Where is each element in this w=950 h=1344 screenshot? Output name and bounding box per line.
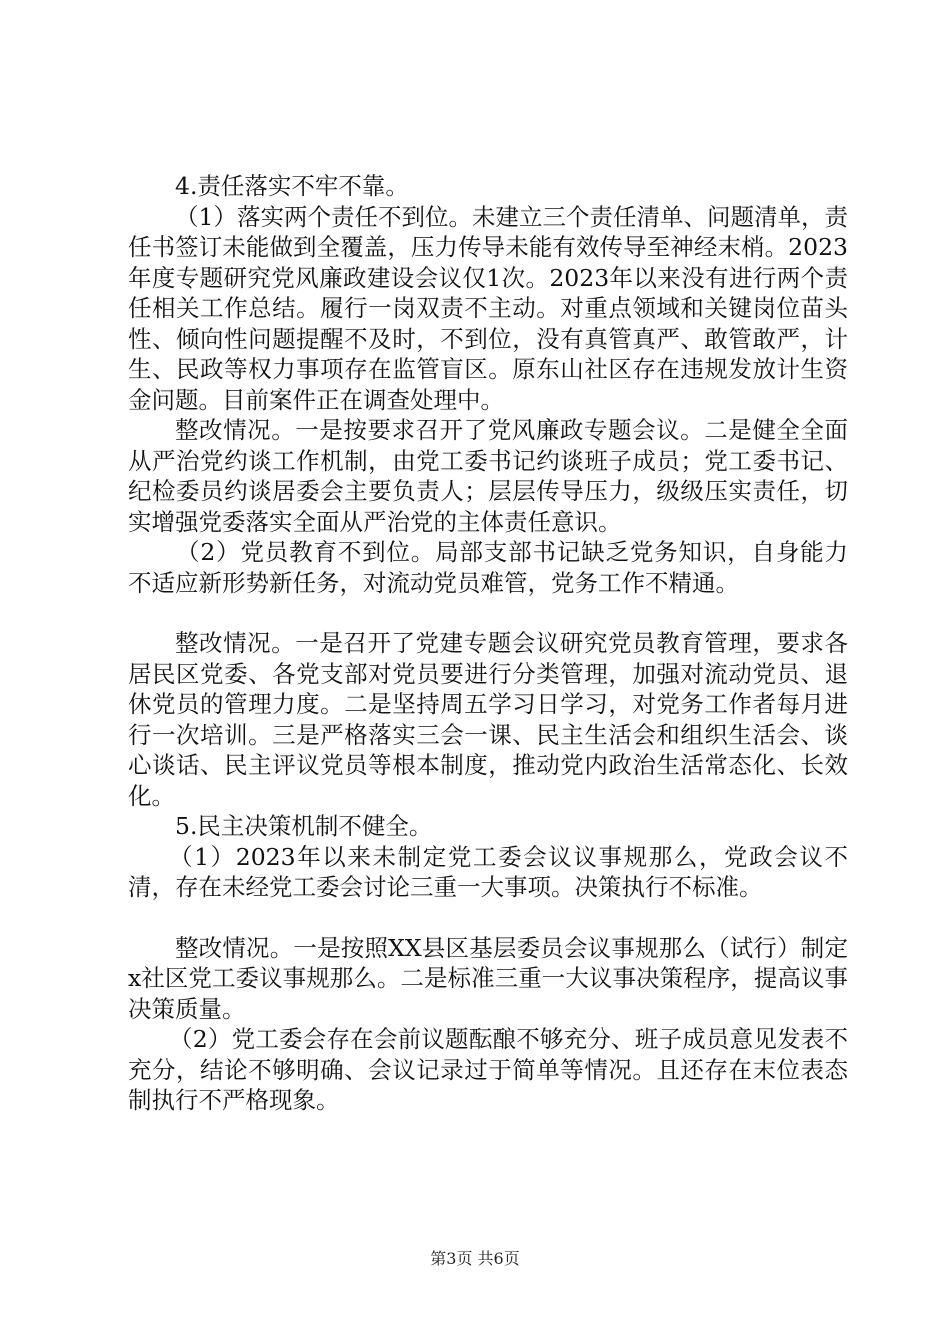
document-body	[128, 171, 848, 1116]
page-number-footer: 第3页 共6页	[430, 1249, 520, 1268]
blank-line	[128, 903, 848, 933]
blank-line	[128, 598, 848, 628]
paragraph-rectification-3: 整改情况。一是按照XX县区基层委员会议事规那么（试行）制定x社区党工委议事规那么。二是标准三重一大议事决策程序，提高议事决策质量。	[128, 933, 848, 1023]
paragraph-item-5-2: （2）党工委会存在会前议题酝酿不够充分、班子成员意见发表不充分，结论不够明确、会议记录过于简单等情况。且还存在末位表态制执行不严格现象。	[128, 1025, 848, 1114]
paragraph-rectification-2: 整改情况。一是召开了党建专题会议研究党员教育管理，要求各居民区党委、各党支部对党员要进行分类管理，加强对流动党员、退休党员的管理力度。二是坚持周五学习日学习，对党务工作者每月进行一次培训。三是严格落实三会一课、民主生活会和组织生活会、谈心谈话、民主评议党员等根本制度，推动党内政治生活常态化、长效化。	[128, 629, 848, 810]
section-heading-4: 4.责任落实不牢不靠。	[175, 172, 409, 200]
section-heading-5: 5.民主决策机制不健全。	[175, 812, 433, 840]
paragraph-item-5-1: （1）2023年以来未制定党工委会议议事规那么，党政会议不清，存在未经党工委会讨论三重一大事项。决策执行不标准。	[128, 842, 848, 901]
paragraph-item-1: （1）落实两个责任不到位。未建立三个责任清单、问题清单，责任书签订未能做到全覆盖，压力传导未能有效传导至神经末梢。2023年度专题研究党风廉政建设会议仅1次。2023年以来没有进行两个责任相关工作总结。履行一岗双责不主动。对重点领域和关键岗位苗头性、倾向性问题提醒不及时，不到位，没有真管真严、敢管敢严，计生、民政等权力事项存在监管盲区。原东山社区存在违规发放计生资金问题。目前案件正在调查处理中。	[128, 202, 848, 414]
paragraph-rectification-1: 整改情况。一是按要求召开了党风廉政专题会议。二是健全全面从严治党约谈工作机制，由党工委书记约谈班子成员；党工委书记、纪检委员约谈居委会主要负责人；层层传导压力，级级压实责任，切实增强党委落实全面从严治党的主体责任意识。	[128, 416, 848, 536]
paragraph-item-2: （2）党员教育不到位。局部支部书记缺乏党务知识，自身能力不适应新形势新任务，对流动党员难管，党务工作不精通。	[128, 538, 848, 597]
